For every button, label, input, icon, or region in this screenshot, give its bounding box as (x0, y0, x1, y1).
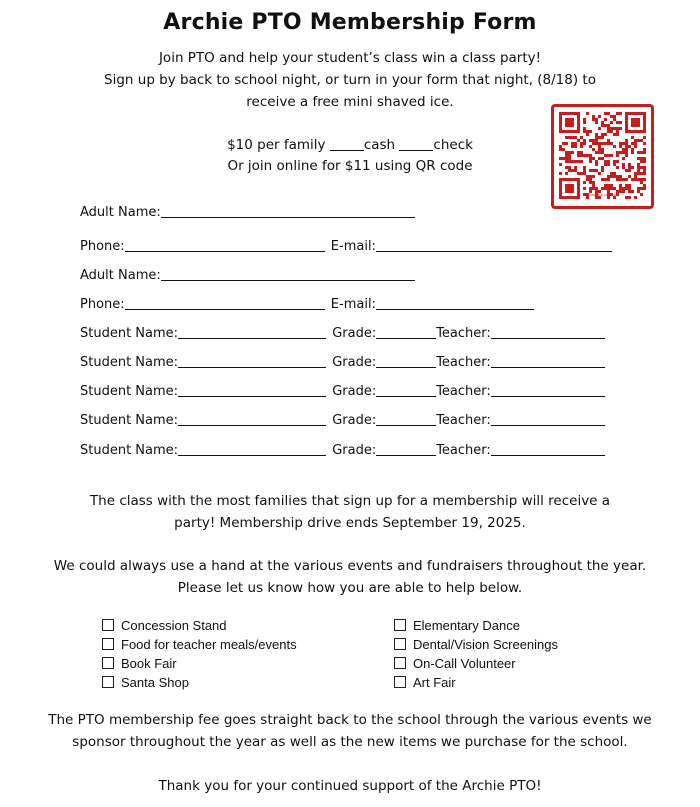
teacher-field[interactable] (491, 412, 605, 426)
option-label: Elementary Dance (413, 618, 520, 633)
adult-name-row-1 (80, 204, 415, 220)
cash-label: cash (363, 137, 396, 153)
checkbox[interactable] (394, 638, 406, 650)
teacher-label: Teacher: (436, 413, 491, 428)
qr-code-icon[interactable] (551, 104, 654, 209)
volunteer-option[interactable] (102, 637, 297, 656)
student-name-label: Student Name: (80, 384, 179, 399)
grade-field[interactable] (376, 412, 436, 426)
volunteer-option[interactable] (394, 637, 558, 656)
student-name-label: Student Name: (80, 443, 179, 458)
student-name-field[interactable] (178, 442, 326, 456)
phone-label: Phone: (80, 297, 125, 312)
intro-line-1: Join PTO and help your student’s class win a class party! (158, 50, 542, 66)
student-name-field[interactable] (178, 412, 326, 426)
checkbox[interactable] (102, 657, 114, 669)
phone-field[interactable] (125, 296, 325, 310)
teacher-field[interactable] (491, 442, 605, 456)
grade-field[interactable] (376, 442, 436, 456)
volunteer-option[interactable] (102, 675, 297, 694)
contact-row-2 (80, 296, 534, 312)
checkbox[interactable] (394, 676, 406, 688)
intro-line-3: receive a free mini shaved ice. (246, 94, 454, 110)
price-line (195, 135, 505, 156)
page-title: Archie PTO Membership Form (163, 10, 537, 35)
volunteer-paragraph (0, 555, 700, 599)
cash-blank[interactable] (330, 137, 364, 151)
contact-row-1 (80, 238, 612, 254)
online-line: Or join online for $11 using QR code (227, 158, 473, 174)
fee-line-2: sponsor throughout the year as well as the new items we purchase for the school. (72, 734, 628, 750)
option-label: Santa Shop (121, 675, 189, 690)
teacher-label: Teacher: (436, 384, 491, 399)
volunteer-option[interactable] (394, 656, 558, 675)
student-name-field[interactable] (178, 325, 326, 339)
checkbox[interactable] (394, 619, 406, 631)
check-label: check (433, 137, 473, 153)
volunteer-options-left (102, 618, 297, 694)
student-name-field[interactable] (178, 354, 326, 368)
grade-label: Grade: (332, 443, 377, 458)
volunteer-option[interactable] (394, 675, 558, 694)
phone-field[interactable] (125, 238, 325, 252)
option-label: Food for teacher meals/events (121, 637, 297, 652)
teacher-label: Teacher: (436, 355, 491, 370)
checkbox[interactable] (394, 657, 406, 669)
email-label: E-mail: (330, 239, 376, 254)
checkbox[interactable] (102, 676, 114, 688)
adult-name-label: Adult Name: (80, 205, 161, 220)
qr-label: PRINTABLE QR CODE (586, 193, 619, 197)
option-label: Book Fair (121, 656, 177, 671)
student-row (80, 325, 605, 341)
fee-paragraph (0, 709, 700, 753)
phone-label: Phone: (80, 239, 125, 254)
checkbox[interactable] (102, 638, 114, 650)
grade-field[interactable] (376, 354, 436, 368)
volunteer-option[interactable] (394, 618, 558, 637)
teacher-label: Teacher: (436, 326, 491, 341)
grade-field[interactable] (376, 325, 436, 339)
adult-name-field[interactable] (161, 267, 415, 281)
adult-name-field[interactable] (161, 204, 415, 218)
email-field[interactable] (376, 296, 534, 310)
email-field[interactable] (376, 238, 612, 252)
intro-line-2: Sign up by back to school night, or turn in your form that night, (8/18) to (104, 72, 596, 88)
teacher-field[interactable] (491, 354, 605, 368)
teacher-label: Teacher: (436, 443, 491, 458)
student-row (80, 383, 605, 399)
class-party-line-1: The class with the most families that sign up for a membership will receive a (89, 493, 611, 509)
adult-name-row-2 (80, 267, 415, 283)
volunteer-options-right (394, 618, 558, 694)
grade-field[interactable] (376, 383, 436, 397)
class-party-line-2: party! Membership drive ends September 19, 2025. (174, 515, 526, 531)
option-label: Dental/Vision Screenings (413, 637, 559, 652)
teacher-field[interactable] (491, 383, 605, 397)
student-name-field[interactable] (178, 383, 326, 397)
volunteer-option[interactable] (102, 618, 297, 637)
grade-label: Grade: (332, 413, 377, 428)
volunteer-line-2: Please let us know how you are able to help below. (177, 580, 523, 596)
price-per-family: $10 per family (227, 137, 326, 153)
class-party-paragraph (0, 490, 700, 534)
check-blank[interactable] (399, 137, 433, 151)
student-name-label: Student Name: (80, 355, 179, 370)
student-name-label: Student Name: (80, 413, 179, 428)
qr-code-graphic (554, 107, 651, 206)
thank-you-note: Thank you for your continued support of the Archie PTO! (158, 778, 542, 794)
option-label: Concession Stand (121, 618, 227, 633)
option-label: On-Call Volunteer (413, 656, 516, 671)
volunteer-line-1: We could always use a hand at the various events and fundraisers throughout the year. (53, 558, 647, 574)
volunteer-option[interactable] (102, 656, 297, 675)
student-row (80, 412, 605, 428)
email-label: E-mail: (330, 297, 376, 312)
grade-label: Grade: (332, 355, 377, 370)
grade-label: Grade: (332, 384, 377, 399)
price-info (195, 135, 505, 177)
student-row (80, 442, 605, 458)
student-row (80, 354, 605, 370)
fee-line-1: The PTO membership fee goes straight back to the school through the various events we (48, 712, 652, 728)
checkbox[interactable] (102, 619, 114, 631)
student-name-label: Student Name: (80, 326, 179, 341)
grade-label: Grade: (332, 326, 377, 341)
adult-name-label: Adult Name: (80, 268, 161, 283)
teacher-field[interactable] (491, 325, 605, 339)
option-label: Art Fair (413, 675, 456, 690)
